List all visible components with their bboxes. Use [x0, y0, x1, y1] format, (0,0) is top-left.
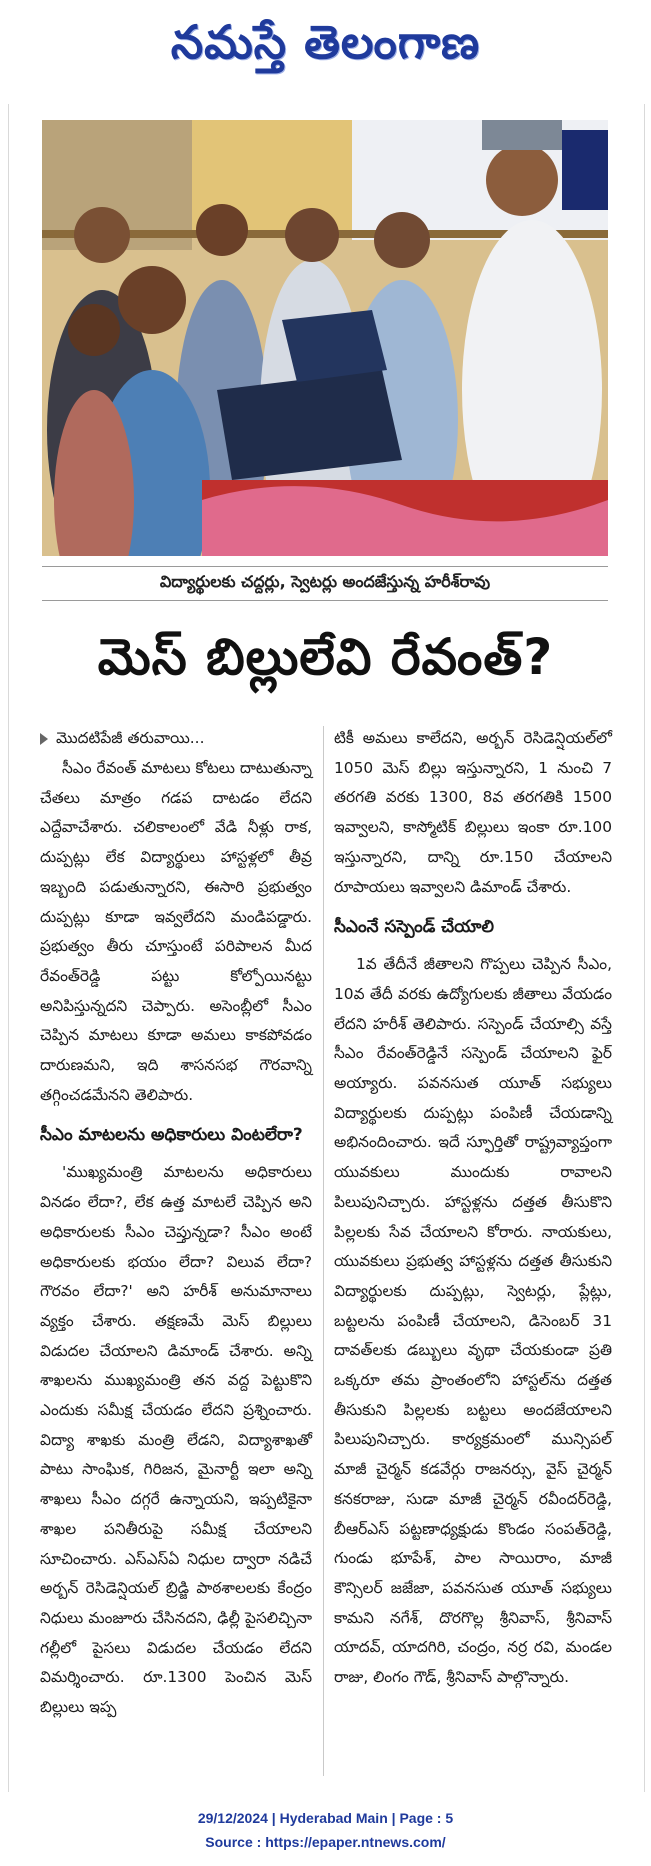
- article-paragraph: 'ముఖ్యమంత్రి మాటలను అధికారులు వినడం లేదా?, లేక ఉత్త మాటలే చెప్పిన అని అధికారులకు సీఎం చెప్తున్నడా? సీఎం అంటే అధికారులకు భయం లేదా? విలువ లేదా? గౌరవం లేదా?' అని హరీశ్ అనుమానాలు వ్యక్తం చేశారు. తక్షణమే మెస్ బిల్లులు విడుదల చేయాలని డిమాండ్ చేశారు. అన్ని శాఖలను ముఖ్యమంత్రి తన వద్ద పెట్టుకొని ఎందుకు సమీక్ష చేయడం లేదని ప్రశ్నించారు. విద్యా శాఖకు మంత్రి లేడని, విద్యాశాఖతో పాటు సాంఘిక, గిరిజన, మైనార్టీ ఇలా అన్ని శాఖలు సీఎం దగ్గరే ఉన్నాయని, ఇప్పటికైనా శాఖల పనితీరుపై సమీక్ష చేయాలని సూచించారు. ఎస్‌ఎస్‌ఏ నిధుల ద్వారా నడిచే అర్బన్ రెసిడెన్షియల్ బ్రిడ్జి పాఠశాలలకు కేంద్రం నిధులు మంజూరు చేసినదని, ఢిల్లీ పైసలిచ్చినా గల్లీలో పైసలు విడుదల చేయడం లేదని విమర్శించారు. రూ.1300 పెంచిన మెస్ బిల్లులు ఇప్ప: [40, 1163, 312, 1717]
- article-paragraph: 1వ తేదీనే జీతాలని గొప్పలు చెప్పిన సీఎం, 10వ తేదీ వరకు ఉద్యోగులకు జీతాలు వేయడం లేదని హరీశ్ తెలిపారు. సస్పెండ్ చేయాల్సి వస్తే సీఎం రేవంత్‌రెడ్డినే సస్పెండ్ చేయాలని ఫైర్ అయ్యారు. పవనసుత యూత్ సభ్యులు విద్యార్థులకు దుప్పట్లు పంపిణీ చేయడాన్ని అభినందించారు. ఇదే స్ఫూర్తితో రాష్ట్రవ్యాప్తంగా యువకులు ముందుకు రావాలని పిలుపునిచ్చారు. హాస్టళ్లను దత్తత తీసుకొని పిల్లలకు సేవ చేయాలని కోరారు. నాయకులు, యువకులు ప్రభుత్వ హాస్టళ్లను దత్తత తీసుకుని విద్యార్థులకు దుప్పట్లు, స్వెటర్లు, ప్లేట్లు, బట్టలను పంపిణీ చేయాలని, డిసెంబర్ 31 దావత్‌లకు డబ్బులు వృథా చేయకుండా ప్రతి ఒక్కరూ తమ ప్రాంతంలోని హాస్టల్‌ను దత్తత తీసుకుని పిల్లలకు బట్టలు అందజేయాలని పిలుపునిచ్చారు. కార్యక్రమంలో మున్సిపల్ మాజీ చైర్మన్ కడవేర్గు రాజనర్సు, వైస్ చైర్మన్ కనకరాజు, సుడా మాజీ చైర్మన్ రవీందర్‌రెడ్డి, బీఆర్‌ఎస్ పట్టణాధ్యక్షుడు కొండం సంపత్‌రెడ్డి, గుండు భూపేశ్, పాల సాయిరాం, మాజీ కౌన్సిలర్ జజేజా, పవనసుత యూత్ సభ్యులు కామని నగేశ్, దొరగొల్ల శ్రీనివాస్, శ్రీనివాస్ యాదవ్, యాదగిరి, చంద్రం, నర్ర రవి, మండల రాజు, లింగం గౌడ్, శ్రీనివాస్ పాల్గొన్నారు.: [334, 955, 612, 1687]
- news-photo-illustration: [42, 120, 608, 556]
- masthead: [0, 0, 651, 96]
- news-photo: [42, 120, 608, 556]
- chevron-right-icon: [40, 733, 48, 745]
- continued-from-label: [40, 724, 312, 754]
- article-column-right: [334, 724, 612, 1693]
- caption-bottom-rule: [42, 600, 608, 601]
- photo-caption: విద్యార్థులకు చద్దర్లు, స్వెటర్లు అందజేస్తున్న హరీశ్‌రావు: [159, 571, 491, 591]
- footer-dateline: 29/12/2024 | Hyderabad Main | Page : 5: [197, 1810, 454, 1826]
- column-divider: [323, 726, 324, 1776]
- article-subhead: సీఎం మాటలను అధికారులు వింటలేరా?: [40, 1125, 303, 1146]
- article-subhead: సీఎంనే సస్పెండ్ చేయాలి: [334, 917, 494, 938]
- caption-top-rule: [42, 566, 608, 567]
- article-paragraph: టికీ అమలు కాలేదని, అర్బన్ రెసిడెన్షియల్‌లో 1050 మెస్ బిల్లు ఇస్తున్నారని, 1 నుంచి 7 తరగతి వరకు 1300, 8వ తరగతికి 1500 ఇవ్వాలని, కాస్మోటిక్ బిల్లులు ఇంకా రూ.100 ఇస్తున్నారని, దాన్ని రూ.150 చేయాలని రూపాయలు ఇవ్వాలని డిమాండ్ చేశారు.: [334, 729, 612, 896]
- footer-source: Source : https://epaper.ntnews.com/: [205, 1834, 446, 1850]
- article-headline: మెస్ బిల్లులేవి రేవంత్?: [97, 627, 554, 686]
- article-paragraph: సీఎం రేవంత్ మాటలు కోటలు దాటుతున్నా చేతలు మాత్రం గడప దాటడం లేదని ఎద్దేవాచేశారు. చలికాలంలో వేడి నీళ్లు రాక, దుప్పట్లు లేక విద్యార్థులు హాస్టళ్లలో తీవ్ర ఇబ్బంది పడుతున్నారని, ఈసారి ప్రభుత్వం దుప్పట్లు కూడా ఇవ్వలేదని మండిపడ్డారు. ప్రభుత్వం తీరు చూస్తుంటే పరిపాలన మీద రేవంత్‌రెడ్డి పట్టు కోల్పోయినట్టు అనిపిస్తున్నదని చెప్పారు. అసెంబ్లీలో సీఎం చెప్పిన మాటలు కూడా అమలు కాకపోవడం దారుణమని, ఇది శాసనసభ గౌరవాన్ని తగ్గించడమేనని తెలిపారు.: [40, 759, 312, 1104]
- continued-from-text: మొదటిపేజీ తరువాయి...: [56, 729, 205, 748]
- masthead-title: నమస్తే తెలంగాణ: [170, 15, 481, 69]
- article-column-left: [40, 724, 312, 1723]
